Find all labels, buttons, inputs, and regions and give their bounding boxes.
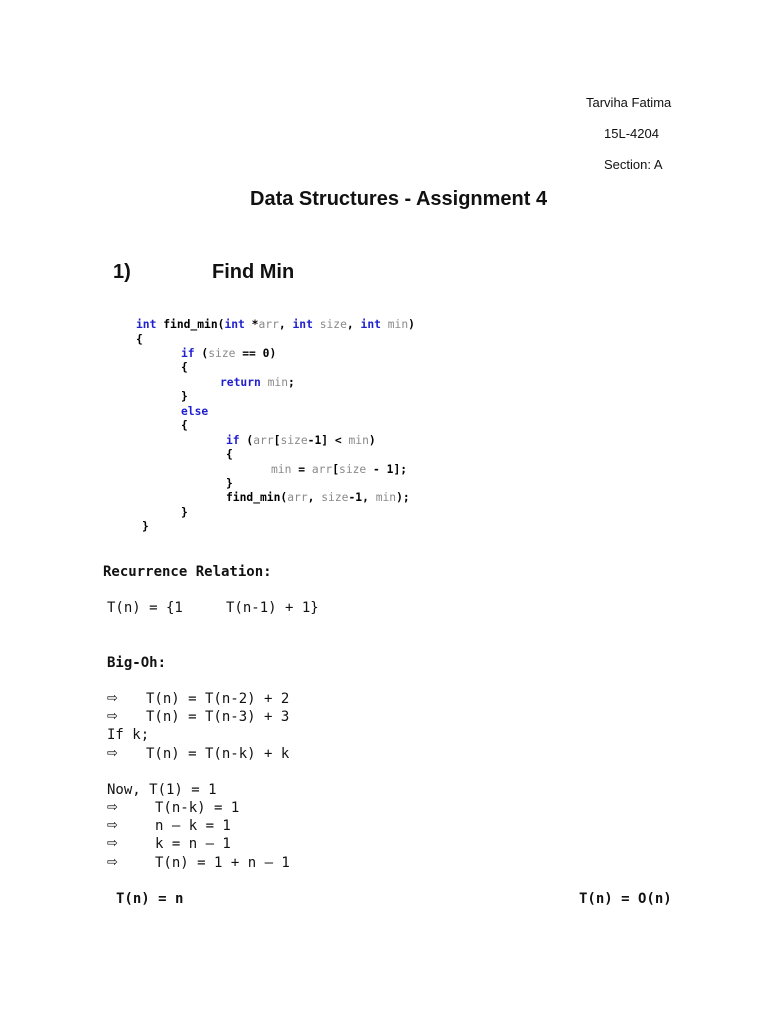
- code-line: }: [181, 390, 188, 403]
- code-line: }: [181, 506, 188, 519]
- section-label: Section: A: [604, 157, 663, 172]
- derivation-step: T(n) = T(n-3) + 3: [146, 709, 290, 725]
- derivation-step: T(n) = 1 + n – 1: [155, 855, 290, 871]
- code-line: int find_min(int *arr, int size, int min): [136, 318, 415, 331]
- recurrence-label: Recurrence Relation:: [103, 564, 272, 580]
- derivation-step: T(n-k) = 1: [155, 800, 240, 816]
- code-line: return min;: [220, 376, 295, 389]
- arrow-icon: ⇨: [107, 836, 118, 851]
- big-oh-label: Big-Oh:: [107, 655, 167, 671]
- derivation-step: n – k = 1: [155, 818, 231, 834]
- derivation-step: T(n) = T(n-k) + k: [146, 746, 290, 762]
- arrow-icon: ⇨: [107, 818, 118, 833]
- author-name: Tarviha Fatima: [586, 95, 672, 110]
- arrow-icon: ⇨: [107, 800, 118, 815]
- recurrence-lhs: T(n) = {1: [107, 600, 183, 616]
- result-right: T(n) = O(n): [579, 891, 672, 907]
- arrow-icon: ⇨: [107, 746, 118, 761]
- roll-number: 15L-4204: [604, 126, 659, 141]
- code-line: find_min(arr, size-1, min);: [226, 491, 410, 504]
- arrow-icon: ⇨: [107, 691, 118, 706]
- code-line: else: [181, 405, 209, 418]
- code-line: }: [142, 520, 149, 533]
- question-heading: Find Min: [212, 261, 295, 283]
- derivation-step: k = n – 1: [155, 836, 231, 852]
- code-line: {: [136, 333, 143, 346]
- recurrence-rhs: T(n-1) + 1}: [226, 600, 319, 616]
- derivation-text: If k;: [107, 727, 150, 743]
- code-line: if (arr[size-1] < min): [226, 434, 376, 447]
- derivation-text: Now, T(1) = 1: [107, 782, 217, 798]
- page-title: Data Structures - Assignment 4: [250, 188, 548, 210]
- code-line: {: [181, 361, 188, 374]
- derivation-step: T(n) = T(n-2) + 2: [146, 691, 290, 707]
- question-number: 1): [113, 261, 131, 283]
- code-line: min = arr[size - 1];: [271, 463, 408, 476]
- arrow-icon: ⇨: [107, 709, 118, 724]
- code-line: {: [226, 448, 233, 461]
- result-left: T(n) = n: [116, 891, 184, 907]
- code-line: }: [226, 477, 233, 490]
- code-line: if (size == 0): [181, 347, 277, 360]
- arrow-icon: ⇨: [107, 855, 118, 870]
- code-line: {: [181, 419, 188, 432]
